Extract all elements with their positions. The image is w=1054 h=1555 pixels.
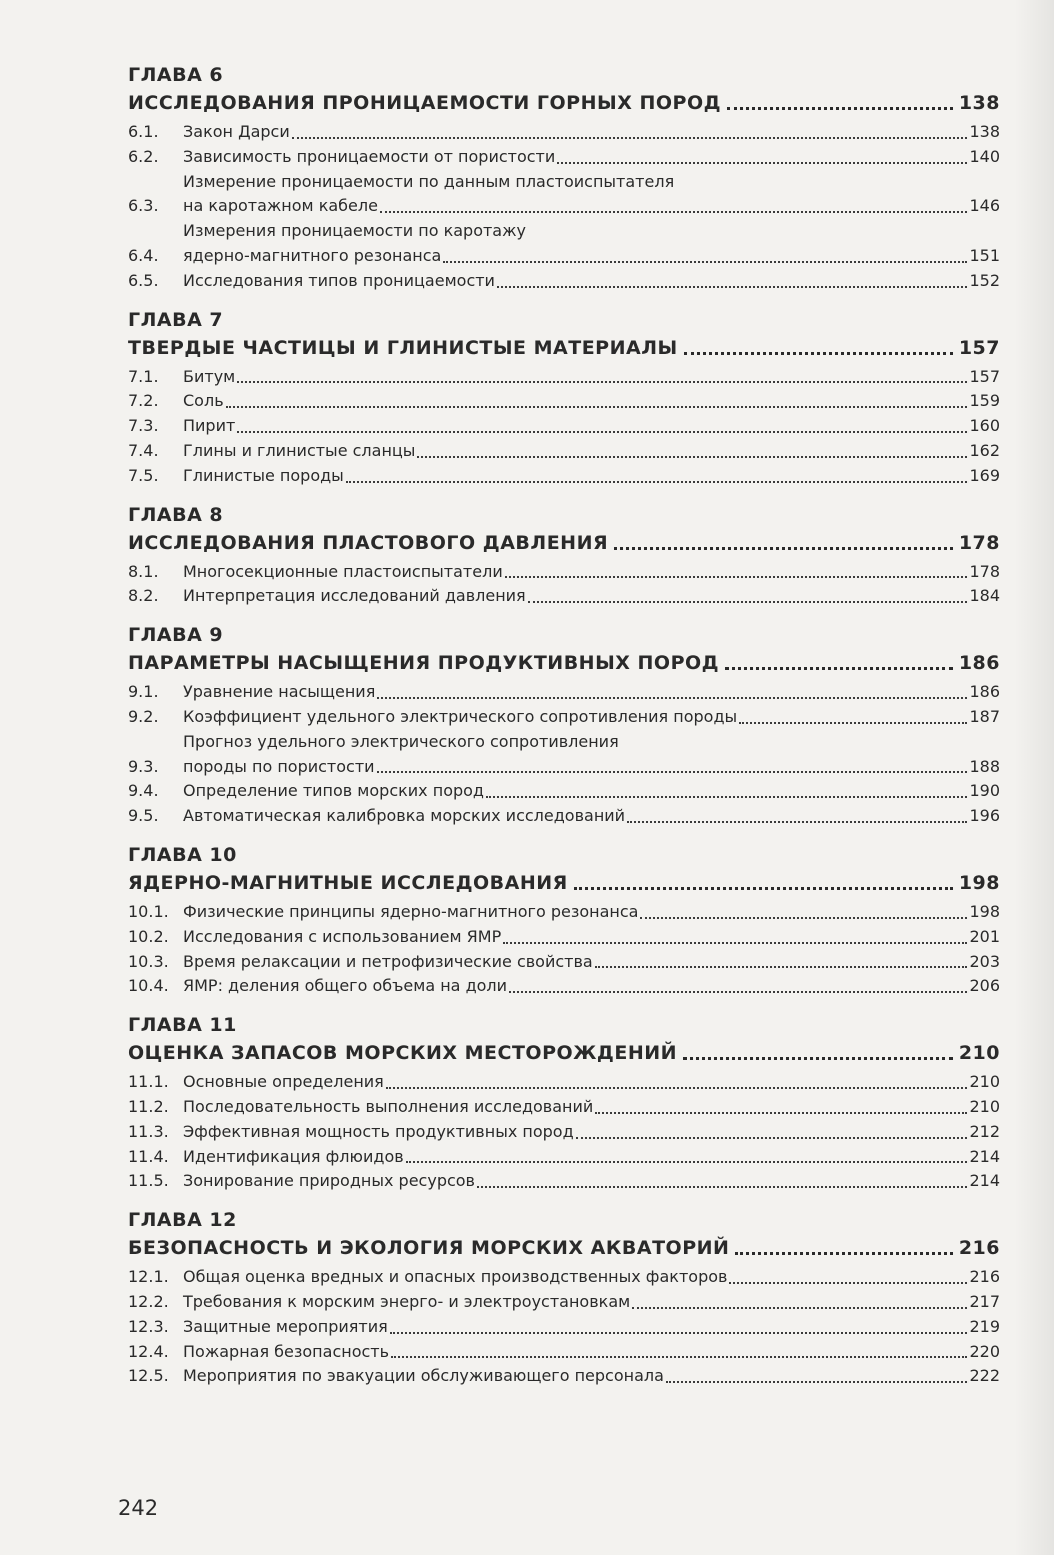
section-title-row bbox=[183, 974, 1000, 999]
chapter-gap bbox=[128, 1194, 1000, 1207]
section-page-number: 210 bbox=[969, 1096, 1000, 1116]
section-title: Защитные мероприятия bbox=[183, 1316, 388, 1336]
section-title-row bbox=[183, 755, 1000, 780]
section-title: Пожарная безопасность bbox=[183, 1341, 390, 1361]
section-title: Последовательность выполнения исследований bbox=[183, 1096, 594, 1116]
chapter-gap bbox=[128, 999, 1000, 1012]
section-body bbox=[183, 560, 1000, 585]
toc-entry bbox=[128, 1070, 1000, 1095]
dot-leader bbox=[497, 286, 968, 288]
dot-leader bbox=[505, 576, 968, 578]
section-page-number: 140 bbox=[969, 146, 1000, 166]
section-body bbox=[183, 1145, 1000, 1170]
toc-entry bbox=[128, 900, 1000, 925]
dot-leader bbox=[574, 887, 953, 890]
section-title: Основные определения bbox=[183, 1072, 384, 1092]
section-title: Пирит bbox=[183, 416, 236, 436]
toc-entry bbox=[128, 1290, 1000, 1315]
section-title-row bbox=[183, 1364, 1000, 1389]
section-body bbox=[183, 1070, 1000, 1095]
section-number: 12.5. bbox=[128, 1366, 169, 1386]
toc-entry bbox=[128, 804, 1000, 829]
section-body bbox=[183, 1095, 1000, 1120]
chapter-page-number: 157 bbox=[958, 336, 1000, 359]
dot-leader bbox=[632, 1307, 967, 1309]
section-title-row bbox=[183, 1120, 1000, 1145]
section-number: 7.5. bbox=[128, 465, 159, 485]
section-number: 12.1. bbox=[128, 1267, 169, 1287]
section-body bbox=[183, 1315, 1000, 1340]
section-body bbox=[183, 464, 1000, 489]
chapter-section bbox=[128, 842, 1000, 999]
section-number: 7.1. bbox=[128, 366, 159, 386]
section-number: 6.3. bbox=[128, 196, 159, 216]
section-number: 12.2. bbox=[128, 1291, 169, 1311]
chapter-title-row bbox=[128, 1038, 1000, 1066]
section-title-line1: Прогноз удельного электрического сопротивления bbox=[183, 731, 619, 751]
section-body bbox=[183, 365, 1000, 390]
toc-entry bbox=[128, 950, 1000, 975]
section-title-row bbox=[183, 244, 1000, 269]
section-page-number: 184 bbox=[969, 586, 1000, 606]
dot-leader bbox=[509, 991, 967, 993]
toc-entry bbox=[128, 974, 1000, 999]
toc-entry bbox=[128, 680, 1000, 705]
dot-leader bbox=[557, 162, 967, 164]
dot-leader bbox=[417, 456, 967, 458]
section-number: 11.4. bbox=[128, 1146, 169, 1166]
section-page-number: 159 bbox=[969, 391, 1000, 411]
chapter-title: ЯДЕРНО-МАГНИТНЫЕ ИССЛЕДОВАНИЯ bbox=[128, 871, 568, 894]
section-body bbox=[183, 584, 1000, 609]
section-page-number: 162 bbox=[969, 440, 1000, 460]
section-page-number: 214 bbox=[969, 1171, 1000, 1191]
section-body bbox=[183, 1265, 1000, 1290]
section-title: Требования к морским энерго- и электроустановкам bbox=[183, 1291, 631, 1311]
section-title: на каротажном кабеле bbox=[183, 196, 378, 216]
section-title: Коэффициент удельного электрического сопротивления породы bbox=[183, 706, 738, 726]
dot-leader bbox=[627, 821, 967, 823]
section-title: Зонирование природных ресурсов bbox=[183, 1171, 475, 1191]
section-title-row bbox=[183, 120, 1000, 145]
dot-leader bbox=[377, 697, 967, 699]
section-title: Общая оценка вредных и опасных производственных факторов bbox=[183, 1267, 728, 1287]
section-page-number: 219 bbox=[969, 1316, 1000, 1336]
section-number: 7.4. bbox=[128, 440, 159, 460]
section-page-number: 203 bbox=[969, 951, 1000, 971]
dot-leader bbox=[725, 667, 953, 670]
section-page-number: 210 bbox=[969, 1072, 1000, 1092]
section-title: Автоматическая калибровка морских исследований bbox=[183, 806, 626, 826]
section-title: Зависимость проницаемости от пористости bbox=[183, 146, 556, 166]
dot-leader bbox=[380, 211, 967, 213]
dot-leader bbox=[346, 481, 968, 483]
chapter-title-row bbox=[128, 88, 1000, 116]
dot-leader bbox=[595, 966, 968, 968]
chapter-section bbox=[128, 1012, 1000, 1194]
section-title: Определение типов морских пород bbox=[183, 781, 484, 801]
section-title: Многосекционные пластоиспытатели bbox=[183, 561, 503, 581]
section-number: 11.1. bbox=[128, 1072, 169, 1092]
section-page-number: 206 bbox=[969, 976, 1000, 996]
toc-entry bbox=[128, 560, 1000, 585]
chapter-section bbox=[128, 622, 1000, 829]
toc-entry bbox=[128, 1265, 1000, 1290]
chapter-title: ИССЛЕДОВАНИЯ ПРОНИЦАЕМОСТИ ГОРНЫХ ПОРОД bbox=[128, 92, 722, 114]
dot-leader bbox=[226, 406, 968, 408]
section-title: Уравнение насыщения bbox=[183, 682, 376, 702]
section-title-row bbox=[183, 1145, 1000, 1170]
dot-leader bbox=[595, 1112, 967, 1114]
section-page-number: 201 bbox=[969, 926, 1000, 946]
section-number: 7.2. bbox=[128, 391, 159, 411]
chapter-title: БЕЗОПАСНОСТЬ И ЭКОЛОГИЯ МОРСКИХ АКВАТОРИЙ bbox=[128, 1237, 730, 1260]
section-title: Интерпретация исследований давления bbox=[183, 586, 526, 606]
section-title-row bbox=[183, 1070, 1000, 1095]
section-title: Время релаксации и петрофизические свойства bbox=[183, 951, 593, 971]
section-page-number: 138 bbox=[969, 122, 1000, 141]
section-title: Эффективная мощность продуктивных пород bbox=[183, 1121, 574, 1141]
chapter-page-number: 216 bbox=[958, 1237, 1000, 1260]
dot-leader bbox=[614, 547, 953, 550]
section-page-number: 190 bbox=[969, 781, 1000, 801]
section-number: 8.2. bbox=[128, 586, 159, 606]
section-body bbox=[183, 974, 1000, 999]
section-number: 10.3. bbox=[128, 951, 169, 971]
toc-entry bbox=[128, 1364, 1000, 1389]
section-title-row bbox=[183, 705, 1000, 730]
section-page-number: 212 bbox=[969, 1121, 1000, 1141]
section-title-row bbox=[183, 779, 1000, 804]
toc-entry bbox=[128, 269, 1000, 294]
section-title-row bbox=[183, 194, 1000, 219]
section-title-row bbox=[183, 804, 1000, 829]
chapter-title-row bbox=[128, 1233, 1000, 1261]
chapter-gap bbox=[128, 294, 1000, 307]
section-page-number: 216 bbox=[969, 1267, 1000, 1287]
section-number: 9.1. bbox=[128, 682, 159, 702]
section-title-row bbox=[183, 1315, 1000, 1340]
section-body bbox=[183, 900, 1000, 925]
section-number: 10.4. bbox=[128, 976, 169, 996]
section-title: Соль bbox=[183, 391, 224, 411]
section-title: Глинистые породы bbox=[183, 465, 344, 485]
section-title-row bbox=[183, 389, 1000, 414]
chapter-title-row bbox=[128, 333, 1000, 361]
section-page-number: 198 bbox=[969, 901, 1000, 921]
toc-entry bbox=[128, 584, 1000, 609]
chapter-section bbox=[128, 62, 1000, 294]
section-number: 7.3. bbox=[128, 416, 159, 436]
dot-leader bbox=[391, 1356, 967, 1358]
section-title: Исследования типов проницаемости bbox=[183, 270, 495, 290]
chapter-page-number: 138 bbox=[958, 92, 1000, 114]
section-body bbox=[183, 1290, 1000, 1315]
section-title: Физические принципы ядерно-магнитного резонанса bbox=[183, 901, 639, 921]
section-title-row bbox=[183, 900, 1000, 925]
chapter-label: ГЛАВА 12 bbox=[128, 1209, 237, 1232]
chapter-label: ГЛАВА 9 bbox=[128, 624, 224, 647]
section-title-row bbox=[183, 1340, 1000, 1365]
page-edge-shadow bbox=[1014, 0, 1054, 1555]
dot-leader bbox=[292, 137, 968, 139]
dot-leader bbox=[666, 1381, 968, 1383]
toc-entry bbox=[128, 925, 1000, 950]
section-title-row bbox=[183, 950, 1000, 975]
section-number: 8.1. bbox=[128, 561, 159, 581]
section-number: 9.2. bbox=[128, 706, 159, 726]
section-page-number: 157 bbox=[969, 366, 1000, 386]
dot-leader bbox=[683, 1057, 953, 1060]
chapter-title: ИССЛЕДОВАНИЯ ПЛАСТОВОГО ДАВЛЕНИЯ bbox=[128, 531, 609, 554]
toc-entry bbox=[128, 1340, 1000, 1365]
toc-entry bbox=[128, 730, 1000, 780]
section-title-row bbox=[183, 1095, 1000, 1120]
toc-entry bbox=[128, 145, 1000, 170]
section-title-line1: Измерения проницаемости по каротажу bbox=[183, 221, 526, 241]
section-body bbox=[183, 1340, 1000, 1365]
toc-entry bbox=[128, 219, 1000, 269]
dot-leader bbox=[477, 1186, 967, 1188]
dot-leader bbox=[727, 107, 953, 110]
chapter-title-row bbox=[128, 648, 1000, 676]
chapter-gap bbox=[128, 829, 1000, 842]
section-title-line1: Измерение проницаемости по данным пластоиспытателя bbox=[183, 171, 675, 191]
chapter-title-row bbox=[128, 528, 1000, 556]
section-body bbox=[183, 1364, 1000, 1389]
toc-entry bbox=[128, 120, 1000, 145]
page-number: 242 bbox=[118, 1496, 159, 1520]
toc-entry bbox=[128, 389, 1000, 414]
dot-leader bbox=[684, 352, 953, 355]
section-page-number: 169 bbox=[969, 465, 1000, 485]
toc-entry bbox=[128, 365, 1000, 390]
section-number: 6.4. bbox=[128, 245, 159, 265]
dot-leader bbox=[390, 1332, 968, 1334]
section-number: 6.5. bbox=[128, 270, 159, 290]
toc-entry bbox=[128, 1315, 1000, 1340]
section-page-number: 214 bbox=[969, 1146, 1000, 1166]
toc-entry bbox=[128, 1095, 1000, 1120]
chapter-title: ПАРАМЕТРЫ НАСЫЩЕНИЯ ПРОДУКТИВНЫХ ПОРОД bbox=[128, 652, 720, 675]
dot-leader bbox=[729, 1282, 967, 1284]
dot-leader bbox=[735, 1252, 952, 1255]
section-page-number: 222 bbox=[969, 1366, 1000, 1386]
chapter-gap bbox=[128, 489, 1000, 502]
toc-entry bbox=[128, 1120, 1000, 1145]
toc-entry bbox=[128, 1169, 1000, 1194]
section-title-row bbox=[183, 1169, 1000, 1194]
dot-leader bbox=[237, 381, 967, 383]
section-title-row bbox=[183, 439, 1000, 464]
section-number: 11.5. bbox=[128, 1171, 169, 1191]
dot-leader bbox=[443, 261, 967, 263]
toc-entry bbox=[128, 1145, 1000, 1170]
section-body bbox=[183, 120, 1000, 145]
section-number: 10.1. bbox=[128, 901, 169, 921]
section-title-row bbox=[183, 925, 1000, 950]
section-title: Исследования с использованием ЯМР bbox=[183, 926, 502, 946]
chapter-page-number: 178 bbox=[958, 531, 1000, 554]
toc-entry bbox=[128, 779, 1000, 804]
section-body bbox=[183, 269, 1000, 294]
section-body bbox=[183, 219, 1000, 269]
dot-leader bbox=[386, 1087, 968, 1089]
section-title: Закон Дарси bbox=[183, 122, 290, 141]
section-page-number: 187 bbox=[969, 706, 1000, 726]
section-body bbox=[183, 1169, 1000, 1194]
section-title-row bbox=[183, 269, 1000, 294]
dot-leader bbox=[503, 942, 967, 944]
chapter-label: ГЛАВА 11 bbox=[128, 1014, 237, 1037]
section-body bbox=[183, 950, 1000, 975]
chapter-section bbox=[128, 502, 1000, 610]
section-page-number: 188 bbox=[969, 756, 1000, 776]
section-body bbox=[183, 389, 1000, 414]
chapter-label: ГЛАВА 6 bbox=[128, 64, 224, 86]
section-title: породы по пористости bbox=[183, 756, 375, 776]
dot-leader bbox=[486, 796, 967, 798]
section-number: 12.4. bbox=[128, 1341, 169, 1361]
chapter-page-number: 186 bbox=[958, 652, 1000, 675]
section-body bbox=[183, 439, 1000, 464]
section-number: 12.3. bbox=[128, 1316, 169, 1336]
section-number: 11.3. bbox=[128, 1121, 169, 1141]
section-title-row bbox=[183, 1290, 1000, 1315]
section-page-number: 217 bbox=[969, 1291, 1000, 1311]
section-title-row bbox=[183, 1265, 1000, 1290]
chapter-title: ТВЕРДЫЕ ЧАСТИЦЫ И ГЛИНИСТЫЕ МАТЕРИАЛЫ bbox=[128, 336, 678, 359]
chapter-title-row bbox=[128, 868, 1000, 896]
section-page-number: 178 bbox=[969, 561, 1000, 581]
section-number: 10.2. bbox=[128, 926, 169, 946]
toc-entry bbox=[128, 439, 1000, 464]
section-body bbox=[183, 1120, 1000, 1145]
section-body bbox=[183, 804, 1000, 829]
section-page-number: 146 bbox=[969, 196, 1000, 216]
section-body bbox=[183, 925, 1000, 950]
dot-leader bbox=[576, 1137, 968, 1139]
dot-leader bbox=[739, 722, 967, 724]
chapter-label: ГЛАВА 8 bbox=[128, 503, 224, 526]
section-body bbox=[183, 680, 1000, 705]
section-title-row bbox=[183, 560, 1000, 585]
section-number: 9.5. bbox=[128, 806, 159, 826]
section-page-number: 151 bbox=[969, 245, 1000, 265]
section-number: 11.2. bbox=[128, 1096, 169, 1116]
section-title-row bbox=[183, 680, 1000, 705]
section-title-row bbox=[183, 145, 1000, 170]
section-body bbox=[183, 145, 1000, 170]
dot-leader bbox=[640, 917, 967, 919]
section-title-row bbox=[183, 414, 1000, 439]
dot-leader bbox=[377, 771, 968, 773]
chapter-page-number: 198 bbox=[958, 871, 1000, 894]
section-body bbox=[183, 730, 1000, 780]
section-number: 9.4. bbox=[128, 781, 159, 801]
section-number: 6.2. bbox=[128, 146, 159, 166]
section-page-number: 152 bbox=[969, 270, 1000, 290]
toc-entry bbox=[128, 464, 1000, 489]
chapter-page-number: 210 bbox=[958, 1042, 1000, 1065]
section-title-row bbox=[183, 584, 1000, 609]
dot-leader bbox=[528, 601, 968, 603]
section-title-row bbox=[183, 464, 1000, 489]
dot-leader bbox=[406, 1161, 968, 1163]
section-page-number: 220 bbox=[969, 1341, 1000, 1361]
chapter-section bbox=[128, 1207, 1000, 1389]
section-title: Мероприятия по эвакуации обслуживающего персонала bbox=[183, 1366, 664, 1386]
dot-leader bbox=[237, 431, 967, 433]
section-body bbox=[183, 170, 1000, 220]
chapter-label: ГЛАВА 7 bbox=[128, 308, 224, 331]
chapter-title: ОЦЕНКА ЗАПАСОВ МОРСКИХ МЕСТОРОЖДЕНИЙ bbox=[128, 1042, 678, 1065]
section-number: 9.3. bbox=[128, 756, 159, 776]
toc-entry bbox=[128, 705, 1000, 730]
section-title: Идентификация флюидов bbox=[183, 1146, 404, 1166]
section-title: ядерно-магнитного резонанса bbox=[183, 245, 442, 265]
section-page-number: 196 bbox=[969, 806, 1000, 826]
chapter-section bbox=[128, 307, 1000, 489]
section-body bbox=[183, 779, 1000, 804]
section-title: ЯМР: деления общего объема на доли bbox=[183, 976, 508, 996]
section-title: Битум bbox=[183, 366, 236, 386]
section-title: Глины и глинистые сланцы bbox=[183, 440, 416, 460]
section-body bbox=[183, 414, 1000, 439]
chapter-gap bbox=[128, 609, 1000, 622]
section-title-row bbox=[183, 365, 1000, 390]
chapter-label: ГЛАВА 10 bbox=[128, 843, 237, 866]
toc-entry bbox=[128, 414, 1000, 439]
section-page-number: 186 bbox=[969, 682, 1000, 702]
section-number: 6.1. bbox=[128, 122, 159, 141]
section-body bbox=[183, 705, 1000, 730]
toc-entry bbox=[128, 170, 1000, 220]
table-of-contents bbox=[128, 62, 1000, 1389]
section-page-number: 160 bbox=[969, 416, 1000, 436]
